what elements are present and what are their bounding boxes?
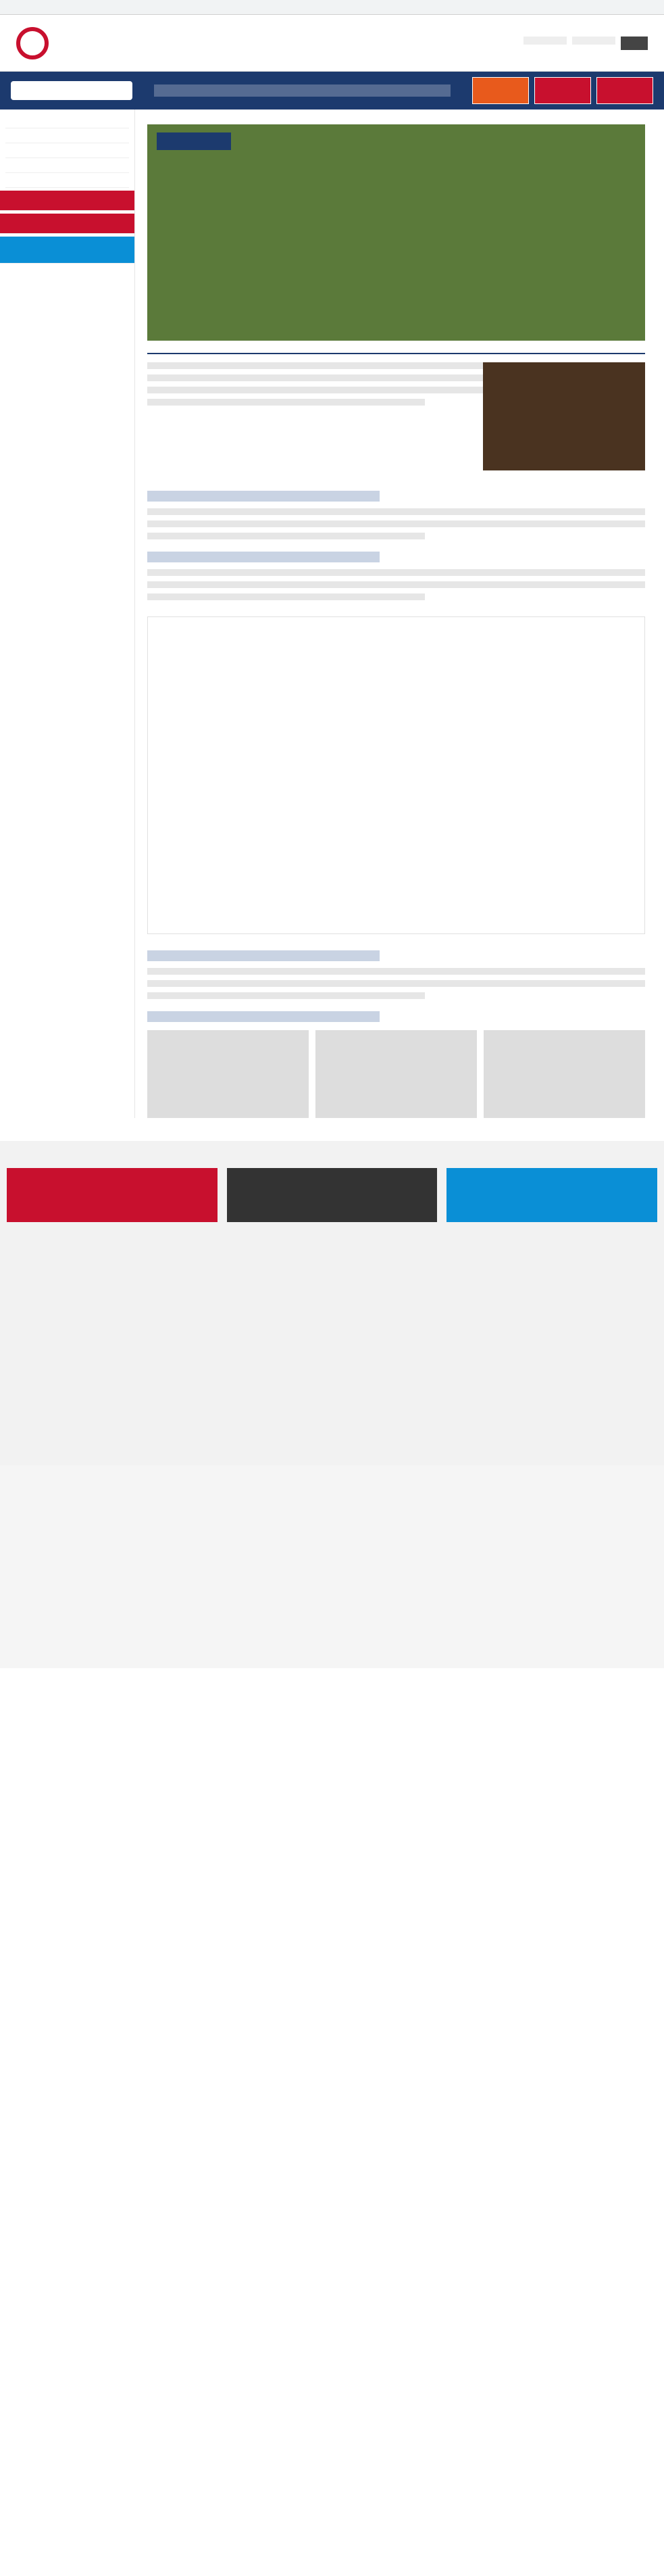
body-text-line <box>147 520 645 527</box>
body-text-line <box>147 968 645 975</box>
body-text-line <box>147 399 425 406</box>
header-badge[interactable] <box>621 37 648 50</box>
sidebar-item-highlight[interactable] <box>0 191 134 211</box>
hero-image <box>147 124 645 341</box>
sidebar-item-owner[interactable] <box>0 237 134 264</box>
sidebar-item[interactable] <box>5 173 129 188</box>
breadcrumb[interactable] <box>147 110 652 124</box>
sidebar <box>0 110 135 1118</box>
main-navbar <box>0 72 664 110</box>
hero-label <box>157 132 231 150</box>
nav-button-owner[interactable] <box>596 77 653 104</box>
newsletter-band <box>0 1141 664 1465</box>
sidebar-item[interactable] <box>5 128 129 143</box>
section-heading <box>147 950 380 961</box>
sidebar-item[interactable] <box>5 158 129 173</box>
company-logo[interactable] <box>16 27 49 59</box>
nav-title <box>154 84 451 97</box>
sidebar-item[interactable] <box>5 114 129 128</box>
ranking-card[interactable] <box>315 1030 477 1118</box>
body-text-line <box>147 569 645 576</box>
article-photo <box>483 362 645 470</box>
header-link[interactable] <box>572 37 615 45</box>
body-text-line <box>147 980 645 987</box>
nav-button-consultation[interactable] <box>534 77 591 104</box>
header-links <box>523 37 648 50</box>
cta-row <box>0 1141 664 1249</box>
search-input[interactable] <box>11 81 132 100</box>
header-link[interactable] <box>523 37 567 45</box>
site-header <box>0 15 664 72</box>
body-text-line <box>147 593 425 600</box>
explanatory-diagram <box>147 616 645 934</box>
ranking-heading <box>147 1011 380 1022</box>
section-heading <box>147 552 380 562</box>
ranking-card[interactable] <box>147 1030 309 1118</box>
site-footer <box>0 1465 664 1668</box>
body-text-line <box>147 992 425 999</box>
body-text-line <box>147 533 425 539</box>
cta-button[interactable] <box>7 1168 218 1222</box>
sidebar-item[interactable] <box>5 143 129 158</box>
browser-url-bar[interactable] <box>0 0 664 15</box>
cta-button[interactable] <box>227 1168 438 1222</box>
sidebar-item-highlight[interactable] <box>0 214 134 234</box>
title-rule <box>147 353 645 354</box>
body-text-line <box>147 508 645 515</box>
section-heading <box>147 491 380 502</box>
nav-button-newsletter[interactable] <box>472 77 529 104</box>
article-column <box>135 110 664 1118</box>
ranking-list <box>147 1030 645 1118</box>
body-text-line <box>147 581 645 588</box>
cta-button[interactable] <box>446 1168 657 1222</box>
ranking-card[interactable] <box>484 1030 645 1118</box>
